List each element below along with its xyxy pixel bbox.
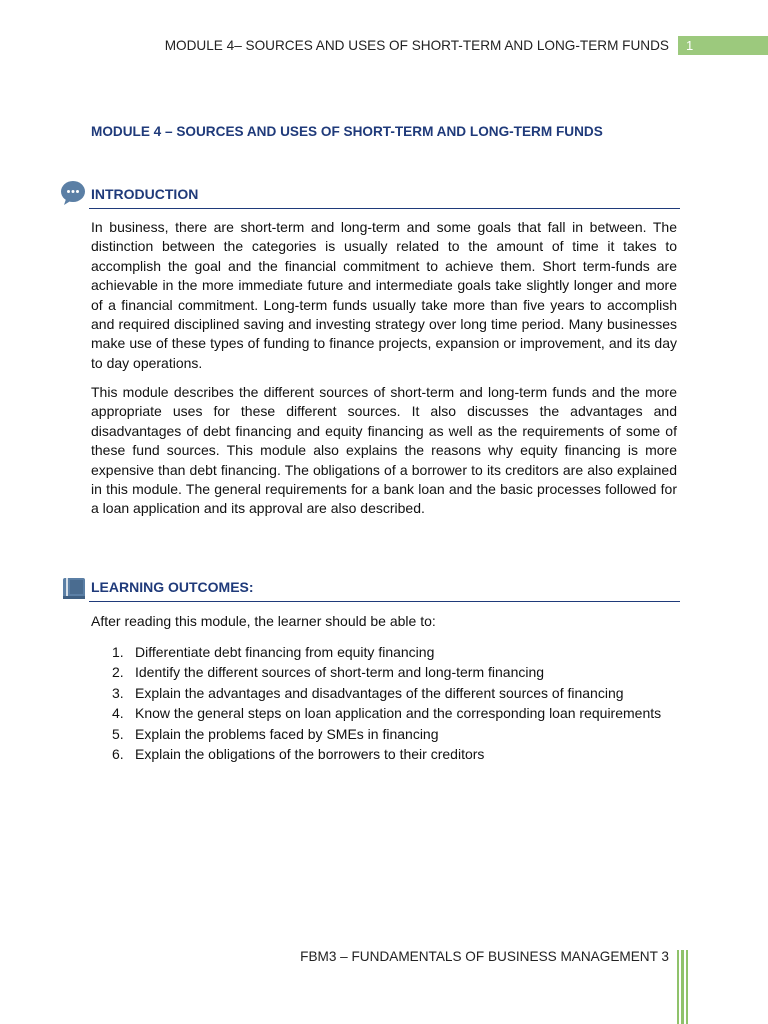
page-number: 1 xyxy=(678,36,768,55)
introduction-paragraph-2: This module describes the different sources of short-term and long-term funds and the more appropriate uses for these different sources. It also discusses the advantages and disadvantages of debt financing and equity financing as well as the requirements of some of these fund sources. This module also explains the reasons why equity financing is more expensive than debt financing. The obligations of a borrower to its creditors are also explained in this module. The general requirements for a bank loan and the basic processes followed for a loan application and its approval are also described. xyxy=(91,384,677,517)
list-item-number: 3. xyxy=(112,684,124,701)
list-item-text: Explain the obligations of the borrowers to their creditors xyxy=(135,746,485,763)
list-item xyxy=(91,703,677,723)
learning-outcomes-intro: After reading this module, the learner should be able to: xyxy=(91,613,436,629)
learning-outcomes-list xyxy=(91,642,677,764)
list-item-text: Explain the advantages and disadvantages of the different sources of financing xyxy=(135,684,624,701)
running-footer: FBM3 – FUNDAMENTALS OF BUSINESS MANAGEMENT 3 xyxy=(300,949,669,964)
list-item-text: Explain the problems faced by SMEs in financing xyxy=(135,725,439,742)
list-item xyxy=(91,683,677,703)
list-item-number: 2. xyxy=(112,664,124,681)
list-item-number: 1. xyxy=(112,644,124,660)
list-item-number: 4. xyxy=(112,705,124,722)
list-item-text: Know the general steps on loan application and the corresponding loan requirements xyxy=(135,705,662,722)
introduction-heading: INTRODUCTION xyxy=(91,186,199,202)
module-title: MODULE 4 – SOURCES AND USES OF SHORT-TERM AND LONG-TERM FUNDS xyxy=(91,124,603,139)
list-item xyxy=(91,744,677,764)
list-item xyxy=(91,662,677,682)
list-item-number: 5. xyxy=(112,725,124,742)
learning-outcomes-heading: LEARNING OUTCOMES: xyxy=(91,579,254,595)
running-header: MODULE 4– SOURCES AND USES OF SHORT-TERM AND LONG-TERM FUNDS xyxy=(164,38,669,53)
list-item xyxy=(91,724,677,744)
introduction-divider xyxy=(89,208,680,209)
learning-outcomes-divider xyxy=(89,601,680,602)
footer-decoration-bars xyxy=(676,950,688,1024)
list-item-text: Differentiate debt financing from equity financing xyxy=(135,644,435,660)
speech-bubble-icon xyxy=(60,180,86,206)
introduction-paragraph-1: In business, there are short-term and long-term and some goals that fall in between. The distinction between the categories is usually related to the amount of time it takes to accomplish the goal and the financial commitment to achieve them. Short term-funds are achievable in the more immediate future and intermediate goals take slightly longer and more of a financial commitment. Long-term funds usually take more than five years to accomplish and required disciplined saving and investing strategy over long time period. Many businesses make use of these types of funding to finance projects, expansion or improvement, and its day to day operations. xyxy=(91,219,677,371)
book-icon xyxy=(61,575,87,601)
list-item xyxy=(91,642,677,662)
list-item-text: Identify the different sources of short-term and long-term financing xyxy=(135,664,545,681)
list-item-number: 6. xyxy=(112,746,124,763)
